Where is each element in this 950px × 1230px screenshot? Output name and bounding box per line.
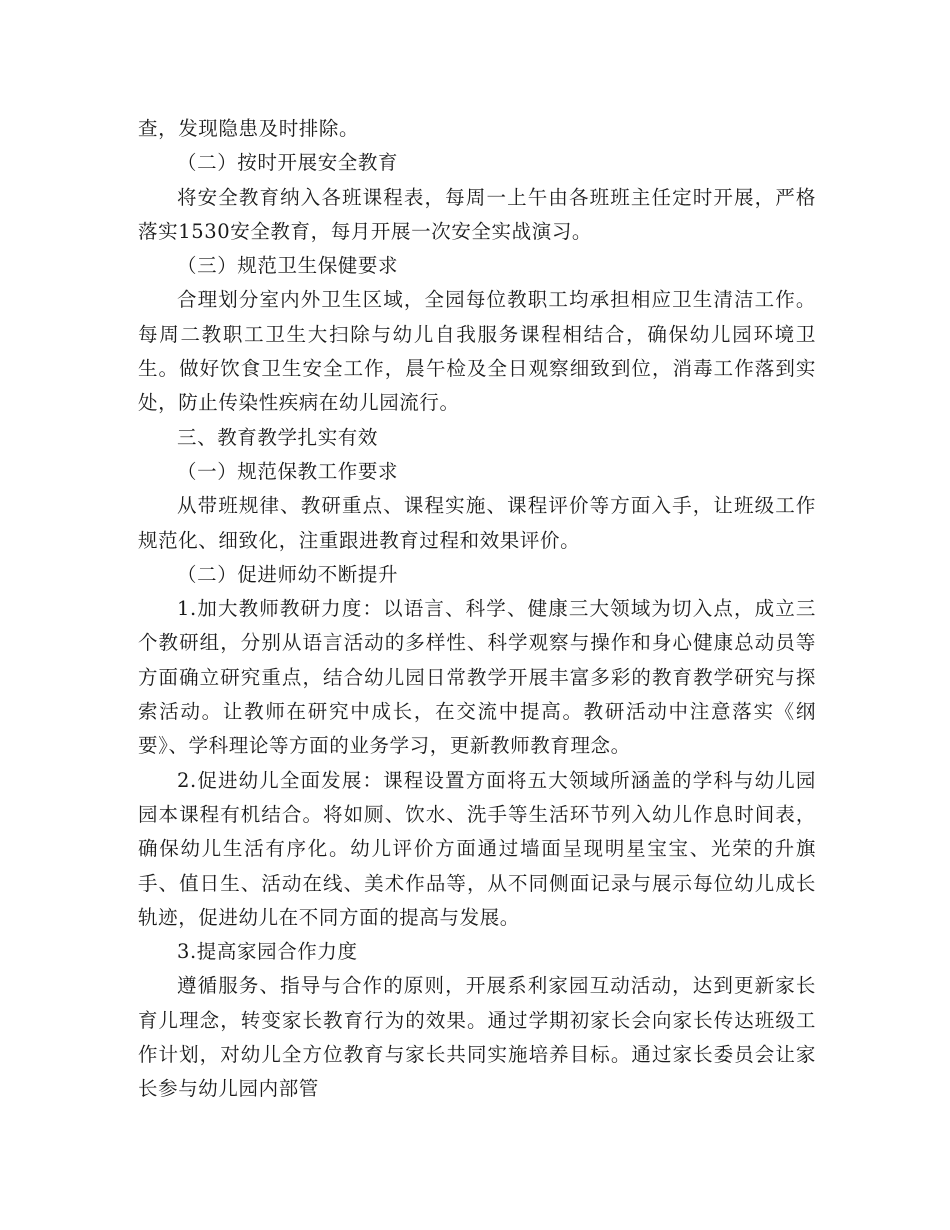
paragraph: 合理划分室内外卫生区域，全园每位教职工均承担相应卫生清洁工作。每周二教职工卫生大扫除与幼儿自我服务课程相结合，确保幼儿园环境卫生。做好饮食卫生安全工作，晨午检及全日观察细致到位，消毒工作落到实处，防止传染性疾病在幼儿园流行。 (138, 288, 816, 415)
section-heading: 三、教育教学扎实有效 (177, 425, 379, 449)
paragraph: 遵循服务、指导与合作的原则，开展系利家园互动活动，达到更新家长育儿理念，转变家长教育行为的效果。通过学期初家长会向家长传达班级工作计划，对幼儿全方位教育与家长共同实施培养目标。通过家长委员会让家长参与幼儿园内部管 (138, 974, 816, 1101)
section-heading: （三）规范卫生保健要求 (177, 254, 399, 278)
paragraph: 查，发现隐患及时排除。 (138, 117, 360, 140)
section-heading: （二）按时开展安全教育 (177, 151, 399, 175)
paragraph: 2.促进幼儿全面发展：课程设置方面将五大领域所涵盖的学科与幼儿园园本课程有机结合。将如厕、饮水、洗手等生活环节列入幼儿作息时间表，确保幼儿生活有序化。幼儿评价方面通过墙面呈现明星宝宝、光荣的升旗手、值日生、活动在线、美术作品等，从不同侧面记录与展示每位幼儿成长轨迹，促进幼儿在不同方面的提高与发展。 (138, 768, 816, 929)
section-heading: （二）促进师幼不断提升 (177, 562, 399, 586)
document-body (138, 112, 816, 1107)
section-heading: 3.提高家园合作力度 (177, 940, 358, 964)
paragraph: 从带班规律、教研重点、课程实施、课程评价等方面入手，让班级工作规范化、细致化，注重跟进教育过程和效果评价。 (138, 494, 816, 552)
section-heading: （一）规范保教工作要求 (177, 459, 399, 483)
paragraph: 将安全教育纳入各班课程表，每周一上午由各班班主任定时开展，严格落实1530安全教育，每月开展一次安全实战演习。 (138, 185, 816, 243)
paragraph: 1.加大教师教研力度：以语言、科学、健康三大领域为切入点，成立三个教研组，分别从语言活动的多样性、科学观察与操作和身心健康总动员等方面确立研究重点，结合幼儿园日常教学开展丰富多彩的教育教学研究与探索活动。让教师在研究中成长，在交流中提高。教研活动中注意落实《纲要》、学科理论等方面的业务学习，更新教师教育理念。 (138, 597, 816, 758)
